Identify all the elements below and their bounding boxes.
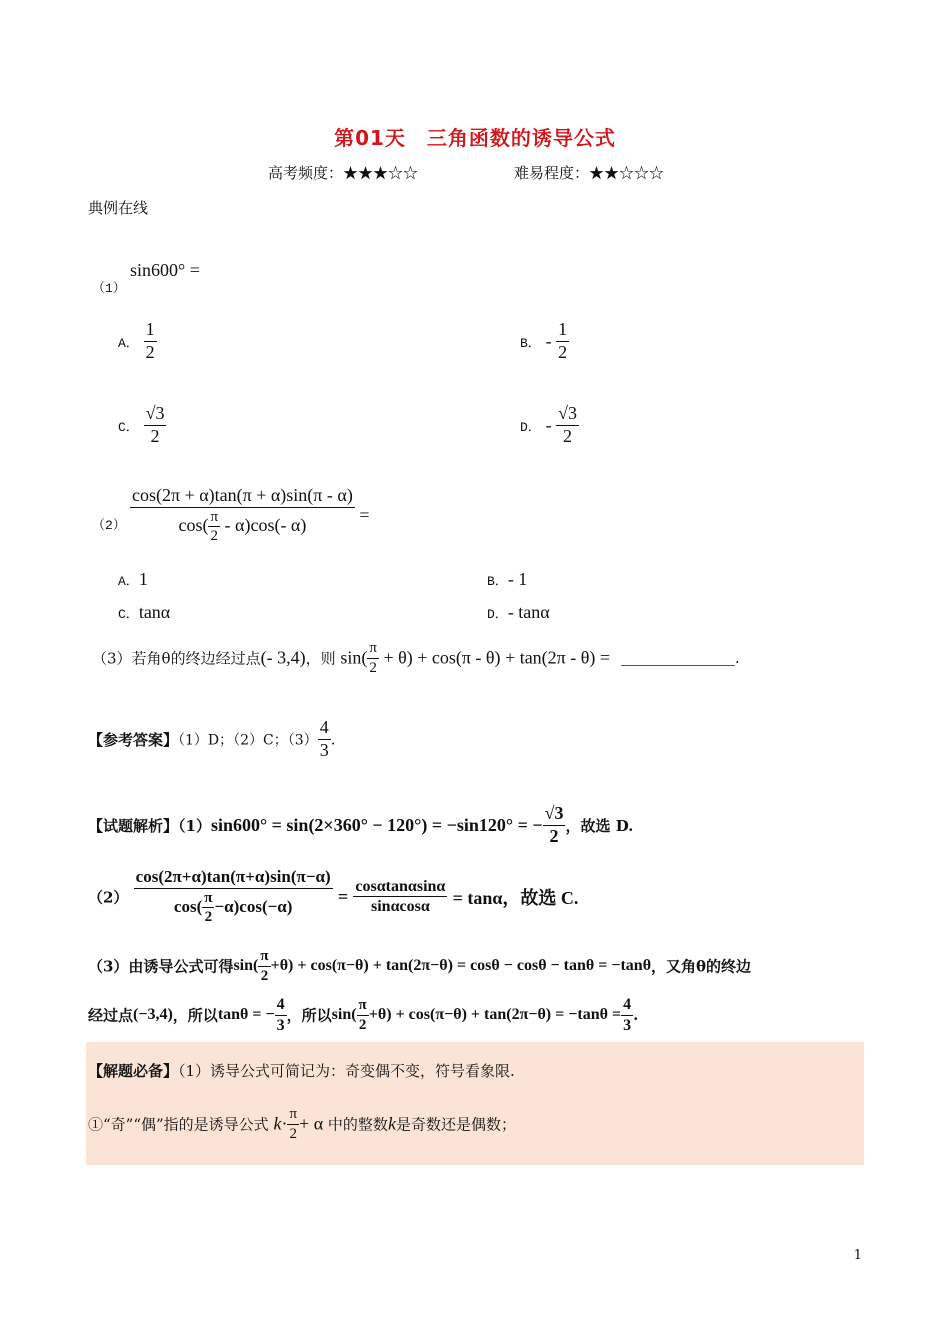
fraction	[144, 320, 157, 363]
fraction	[543, 804, 566, 847]
fraction-numerator: cosαtanαsinα	[353, 878, 447, 898]
pi-symbol: π	[258, 948, 270, 967]
fraction-numerator: 4	[621, 996, 633, 1016]
analysis-line-4	[88, 996, 638, 1034]
analysis-expression: +θ) + cos(π−θ) + tan(2π−θ) = −tanθ =	[368, 1006, 622, 1024]
fraction-denominator: 3	[319, 739, 329, 760]
pi-over-2	[202, 890, 214, 926]
two: 2	[260, 967, 269, 984]
q3-prefix: （3）若角θ的终边经过点	[92, 649, 261, 668]
equals-sign: =	[359, 504, 370, 525]
page-title: 第01天 三角函数的诱导公式	[334, 126, 616, 150]
denominator-part: cos(	[173, 896, 203, 916]
answer-label: 【参考答案】	[88, 730, 179, 749]
q2-number: （2）	[92, 518, 126, 533]
fraction-numerator: 4	[318, 718, 331, 740]
fraction	[130, 486, 355, 545]
two: 2	[210, 528, 218, 545]
analysis-text: ，所以	[172, 1006, 218, 1025]
pi-over-2	[367, 640, 379, 676]
analysis-conclusion: = tanα，故选 C.	[452, 887, 579, 908]
tips-label: 【解题必备】	[88, 1062, 179, 1080]
q2-expression	[130, 486, 369, 545]
analysis-text: （3）由诱导公式可得	[88, 957, 234, 976]
minus-sign: -	[545, 330, 557, 351]
option-c-label: C．	[118, 607, 139, 622]
q3-mid: ，则	[305, 649, 336, 668]
q1-option-c	[118, 404, 166, 447]
analysis-line-3	[88, 948, 751, 984]
denominator-part: cos(	[178, 514, 209, 535]
fraction-denominator: 2	[558, 341, 568, 362]
fraction-denominator: 3	[276, 1016, 285, 1034]
q1-expression: sin600° =	[130, 260, 200, 280]
pi-over-2	[357, 997, 369, 1033]
pi-over-2	[258, 948, 270, 984]
q2-option-c	[118, 602, 170, 623]
analysis-label: 【试题解析】	[88, 816, 179, 835]
analysis-line-2	[88, 868, 578, 926]
option-d-value: - tanα	[507, 602, 550, 622]
fraction-numerator: cos(2π+α)tan(π+α)sin(π−α)	[134, 868, 333, 889]
page-number: 1	[853, 1248, 862, 1263]
fraction-denominator: 2	[145, 341, 155, 362]
period: .	[330, 730, 336, 749]
q1-option-d	[520, 404, 579, 447]
option-b-value: - 1	[507, 569, 528, 589]
fraction-numerator: √3	[556, 404, 579, 426]
period: .	[734, 649, 740, 667]
fraction-numerator: √3	[144, 404, 167, 426]
analysis-expression: +θ) + cos(π−θ) + tan(2π−θ) = cosθ − cosθ − tanθ = −tanθ	[270, 957, 652, 974]
analysis-conclusion: ，故选 D.	[565, 816, 634, 835]
analysis-line-1	[88, 804, 633, 847]
two: 2	[358, 1016, 367, 1033]
tips-text: （1）诱导公式可简记为：奇变偶不变，符号看象限.	[178, 1062, 515, 1080]
period: .	[633, 1006, 639, 1025]
option-b-label: B．	[520, 335, 541, 351]
analysis-expression: sin600° = sin(2×360° − 120°) = −sin120° = −	[210, 814, 543, 835]
plus-alpha: + α	[299, 1113, 324, 1134]
analysis-text: 经过点	[88, 1006, 134, 1025]
answer-blank	[621, 651, 735, 666]
tips-text: 是奇数还是偶数；	[395, 1115, 516, 1134]
difficulty-label: 难易程度：	[514, 164, 590, 182]
minus-sign: -	[545, 414, 557, 435]
fraction-denominator: 3	[623, 1016, 632, 1034]
frequency-rating	[268, 162, 418, 183]
analysis-expression: tanθ = −	[217, 1006, 275, 1024]
equals-sign: =	[337, 886, 349, 907]
tips-line-1	[88, 1060, 515, 1081]
q2-option-a	[118, 569, 148, 590]
option-d-label: D．	[487, 607, 508, 622]
q1-option-a	[118, 320, 157, 363]
option-a-value: 1	[138, 569, 148, 589]
analysis-expression: sin(	[331, 1006, 357, 1024]
difficulty-rating	[514, 162, 664, 183]
option-a-label: A．	[118, 574, 139, 589]
pi-over-2	[287, 1106, 299, 1142]
fraction-numerator: 1	[556, 320, 569, 342]
dot-operator: ·	[281, 1113, 288, 1134]
pi-symbol: π	[202, 890, 214, 909]
fraction-denominator: 2	[549, 825, 559, 846]
tips-text: ①“奇”“偶”指的是诱导公式	[88, 1115, 269, 1134]
fraction-numerator: √3	[543, 804, 566, 826]
analysis-item-number: （2）	[88, 888, 129, 907]
q3-expr-part: + θ) + cos(π - θ) + tan(2π - θ) =	[378, 647, 611, 668]
analysis-item-number: （1）	[178, 816, 211, 835]
denominator-part: - α)cos(- α)	[220, 514, 307, 535]
fraction	[134, 868, 333, 926]
q3-point: (- 3,4)	[260, 647, 306, 668]
option-c-value: tanα	[138, 602, 171, 622]
q3-line	[92, 640, 740, 676]
fraction	[144, 404, 167, 447]
fraction-denominator	[172, 889, 295, 926]
option-b-label: B．	[487, 574, 508, 589]
two: 2	[369, 659, 377, 676]
q1-number: （1）	[92, 281, 126, 296]
analysis-text: ，所以	[286, 1006, 332, 1025]
pi-symbol: π	[357, 997, 369, 1016]
fraction-numerator: 1	[144, 320, 157, 342]
two: 2	[204, 909, 213, 926]
fraction-denominator: sinαcosα	[371, 898, 430, 916]
pi-symbol: π	[287, 1106, 299, 1125]
fraction	[353, 878, 447, 916]
pi-symbol: π	[367, 640, 379, 659]
q2-option-b	[487, 569, 527, 590]
option-d-label: D．	[520, 419, 541, 435]
q3-expr-part: sin(	[340, 647, 368, 668]
tips-line-2	[88, 1106, 516, 1142]
fraction	[275, 996, 287, 1034]
pi-over-2	[208, 509, 220, 545]
section-heading: 典例在线	[88, 199, 149, 217]
fraction	[621, 996, 633, 1034]
frequency-stars: ★★★☆☆	[343, 164, 419, 182]
tips-text: 中的整数	[327, 1115, 388, 1134]
analysis-expression: sin(	[233, 957, 259, 974]
fraction-denominator	[176, 508, 308, 545]
q1-option-b	[520, 320, 569, 363]
analysis-point: (−3,4)	[133, 1006, 173, 1024]
fraction-numerator: cos(2π + α)tan(π + α)sin(π - α)	[130, 486, 355, 508]
variable-k: k	[387, 1113, 396, 1134]
fraction	[556, 320, 569, 363]
difficulty-stars: ★★☆☆☆	[589, 164, 665, 182]
analysis-text: ，又角θ的终边	[651, 957, 752, 976]
fraction-denominator: 2	[563, 425, 573, 446]
answer-text: （1）D；（2）C；（3）	[178, 732, 318, 749]
frequency-label: 高考频度：	[268, 164, 344, 182]
two: 2	[289, 1125, 297, 1142]
denominator-part: −α)cos(−α)	[214, 896, 293, 916]
variable-k: k	[273, 1113, 282, 1134]
option-a-label: A．	[118, 335, 139, 351]
reference-answer	[88, 718, 335, 761]
fraction	[556, 404, 579, 447]
pi-symbol: π	[208, 509, 220, 528]
option-c-label: C．	[118, 419, 139, 435]
q2-option-d	[487, 602, 550, 623]
fraction-denominator: 2	[150, 425, 160, 446]
fraction-numerator: 4	[275, 996, 287, 1016]
fraction	[318, 718, 331, 761]
